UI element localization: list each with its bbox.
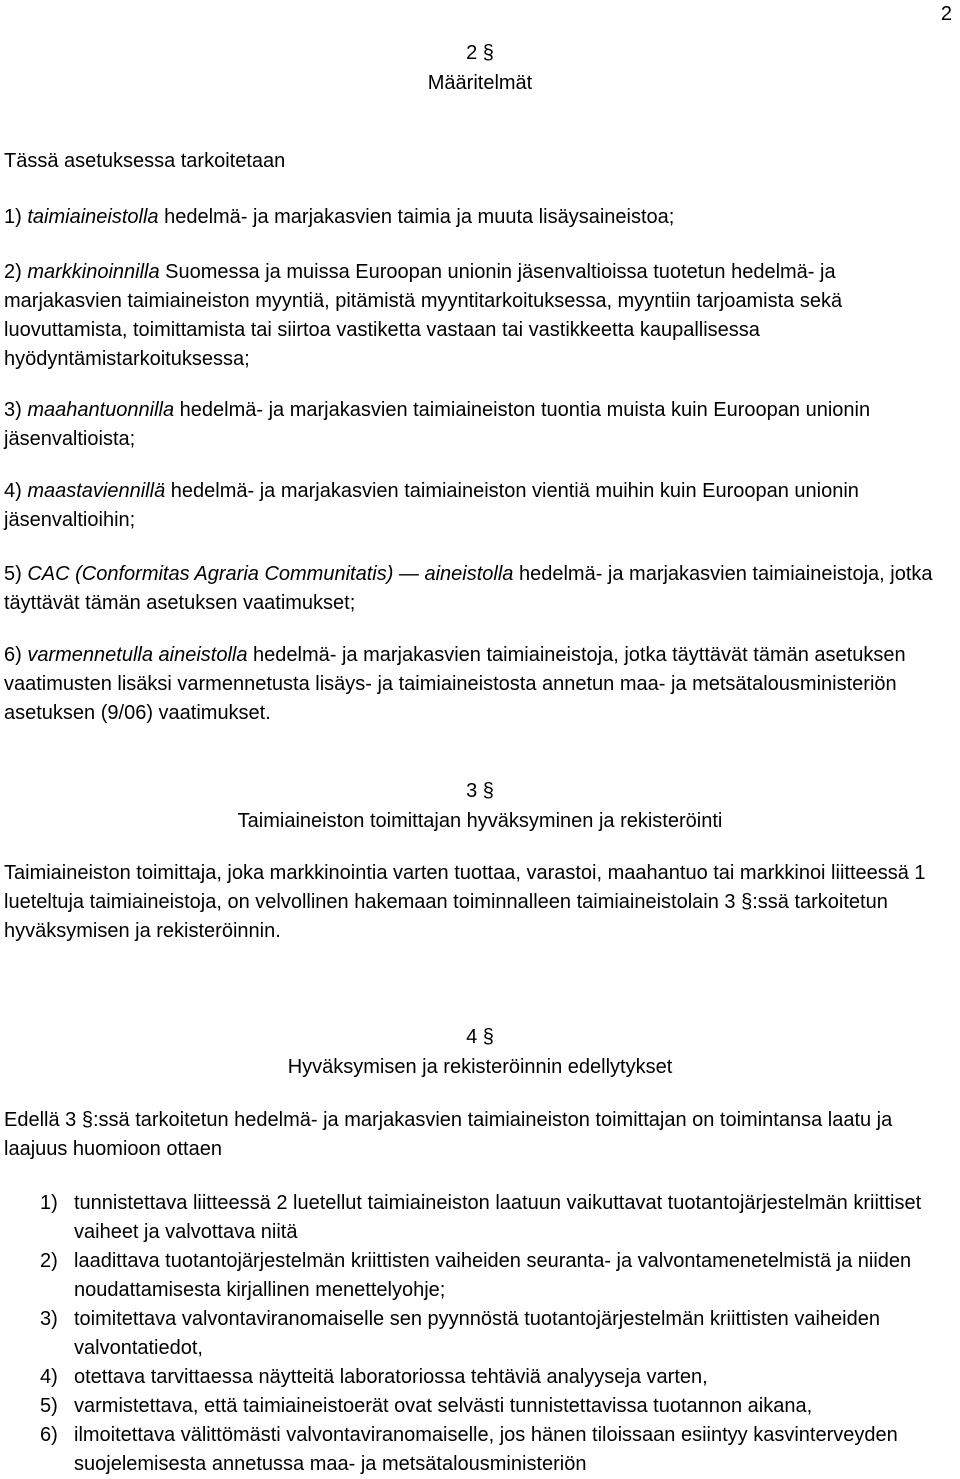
definition-6: 6) varmennetulla aineistolla hedelmä- ja marjakasvien taimiaineistoja, jotka täyttävät tämän asetuksen vaatimusten lisäksi varmennetusta lisäys- ja taimiaineistosta annetun maa- ja metsätalousministeriön asetuksen (9/06) vaatimukset. (4, 644, 906, 724)
list-item: 2) laadittava tuotantojärjestelmän kriittisten vaiheiden seuranta- ja valvontamenetelmistä ja niiden noudattamisesta kirjallinen menettelyohje; (4, 1247, 956, 1305)
list-marker: 2) (40, 1250, 58, 1272)
definition-term: CAC (Conformitas Agraria Communitatis) — aineistolla (27, 563, 514, 585)
definition-4: 4) maastaviennillä hedelmä- ja marjakasvien taimiaineiston vientiä muihin kuin Euroopan unionin jäsenvaltioihin; (4, 480, 859, 531)
list-item: 4) otettava tarvittaessa näytteitä laboratoriossa tehtäviä analyyseja varten, (4, 1363, 956, 1392)
definition-2: 2) markkinoinnilla Suomessa ja muissa Euroopan unionin jäsenvaltioissa tuotetun hedelmä- ja marjakasvien taimiaineiston myyntiä, pitämistä myyntitarkoituksessa, myyntiin tarjoamista sekä luovuttamista, toimittamista tai siirtoa vastiketta vastaan tai vastikkeetta kaupallisessa hyödyntämistarkoituksessa; (4, 261, 843, 370)
definition-1: 1) taimiaineistolla hedelmä- ja marjakasvien taimia ja muuta lisäysaineistoa; (4, 206, 675, 228)
page-number: 2 (940, 3, 952, 25)
section-4-heading (0, 1022, 960, 1082)
section-4-title: Hyväksymisen ja rekisteröinnin edellytykset (287, 1056, 673, 1078)
section-3-body: Taimiaineiston toimittaja, joka markkinointia varten tuottaa, varastoi, maahantuo tai markkinoi liitteessä 1 lueteltuja taimiaineistoja, on velvollinen hakemaan toiminnalleen taimiaineistolain 3 §:ssä tarkoitetun hyväksymisen ja rekisteröinnin. (4, 862, 926, 942)
list-item: 5) varmistettava, että taimiaineistoerät ovat selvästi tunnistettavissa tuotannon aikana, (4, 1392, 956, 1421)
section-3-number: 3 § (466, 780, 494, 802)
section-2-heading (0, 38, 960, 98)
list-marker: 5) (40, 1395, 58, 1417)
definition-term: maahantuonnilla (27, 399, 175, 421)
section-4-intro: Edellä 3 §:ssä tarkoitetun hedelmä- ja marjakasvien taimiaineiston toimittajan on toimintansa laatu ja laajuus huomioon ottaen (4, 1109, 893, 1160)
definition-term: taimiaineistolla (27, 206, 159, 228)
list-item: 1) tunnistettava liitteessä 2 luetellut taimiaineiston laatuun vaikuttavat tuotantojärjestelmän kriittiset vaiheet ja valvottava niitä (4, 1189, 956, 1247)
list-item: 6) ilmoitettava välittömästi valvontaviranomaiselle, jos hänen tiloissaan esiintyy kasvinterveyden suojelemisesta annetussa maa- ja metsätalousministeriön (4, 1421, 956, 1479)
definition-term: markkinoinnilla (27, 261, 160, 283)
section-4-number: 4 § (466, 1026, 494, 1048)
section-2-intro: Tässä asetuksessa tarkoitetaan (4, 150, 286, 172)
definition-term: maastaviennillä (27, 480, 166, 502)
section-3-heading (0, 776, 960, 836)
list-marker: 1) (40, 1192, 58, 1214)
section-2-number: 2 § (466, 42, 494, 64)
list-marker: 4) (40, 1366, 58, 1388)
definition-5: 5) CAC (Conformitas Agraria Communitatis) — aineistolla hedelmä- ja marjakasvien taimiaineistoja, jotka täyttävät tämän asetuksen vaatimukset; (4, 563, 933, 614)
requirements-list (4, 1189, 956, 1479)
list-marker: 6) (40, 1424, 58, 1446)
definition-term: varmennetulla aineistolla (27, 644, 248, 666)
list-item: 3) toimitettava valvontaviranomaiselle sen pyynnöstä tuotantojärjestelmän kriittisten vaiheiden valvontatiedot, (4, 1305, 956, 1363)
section-3-title: Taimiaineiston toimittajan hyväksyminen ja rekisteröinti (237, 810, 723, 832)
list-marker: 3) (40, 1308, 58, 1330)
section-2-title: Määritelmät (427, 72, 533, 94)
definition-3: 3) maahantuonnilla hedelmä- ja marjakasvien taimiaineiston tuontia muista kuin Euroopan unionin jäsenvaltioista; (4, 399, 871, 450)
